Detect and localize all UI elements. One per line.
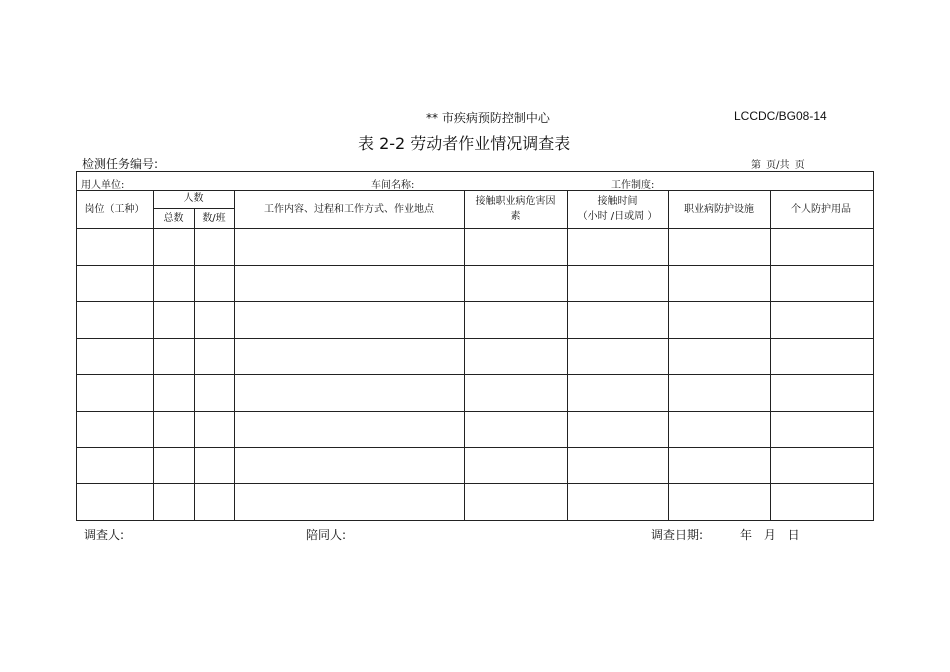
table-row — [76, 301, 873, 302]
form-code: LCCDC/BG08-14 — [734, 109, 827, 123]
col-header-total: 总数 — [163, 213, 184, 224]
table-row — [76, 411, 873, 412]
form-title: 表 2-2 劳动者作业情况调查表 — [358, 134, 571, 153]
col-header-facilities: 职业病防护设施 — [684, 204, 754, 215]
col-header-people: 人数 — [183, 193, 204, 204]
table-row — [76, 338, 873, 339]
workshop-label: 车间名称: — [371, 180, 415, 191]
col-divider — [770, 190, 771, 520]
col-header-ppe: 个人防护用品 — [791, 204, 851, 215]
col-header-hazard-line1: 接触职业病危害因 — [475, 196, 556, 207]
col-divider — [668, 190, 669, 520]
col-divider — [194, 208, 195, 520]
survey-date-label: 调查日期: — [651, 528, 704, 542]
col-header-per-shift: 数/班 — [202, 213, 226, 224]
page-info: 第 页/共 页 — [751, 160, 805, 171]
table-row — [76, 483, 873, 484]
col-header-time-line1: 接触时间 — [597, 196, 638, 207]
col-header-post: 岗位（工种） — [84, 204, 145, 215]
col-divider — [234, 190, 235, 520]
employer-label: 用人单位: — [81, 180, 125, 191]
investigator-label: 调查人: — [84, 528, 125, 542]
task-number-label: 检测任务编号: — [82, 157, 159, 171]
table-row — [76, 265, 873, 266]
survey-date-units: 年 月 日 — [740, 528, 800, 542]
table-row — [76, 447, 873, 448]
col-header-work-content: 工作内容、过程和工作方式、作业地点 — [264, 204, 434, 215]
col-header-hazard-line2: 素 — [510, 211, 521, 222]
col-divider — [153, 190, 154, 520]
header-bottom-divider — [76, 228, 873, 229]
col-divider — [464, 190, 465, 520]
info-row-divider — [76, 190, 873, 191]
work-system-label: 工作制度: — [611, 180, 655, 191]
organization-name: ** 市疾病预防控制中心 — [426, 111, 550, 125]
col-header-time-line2: （小时 /日或周 ） — [577, 211, 658, 222]
table-row — [76, 374, 873, 375]
accompany-label: 陪同人: — [306, 528, 347, 542]
col-divider — [567, 190, 568, 520]
